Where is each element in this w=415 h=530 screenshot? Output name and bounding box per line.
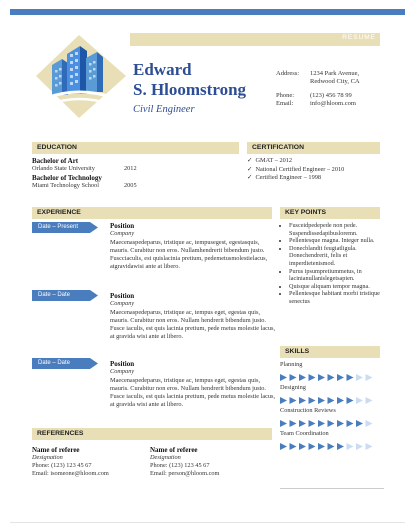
education-row-2 [32,182,239,190]
key-points-list [280,222,384,306]
address-line2: Redwood City, CA [310,78,360,86]
skill-arrow-filled-icon [280,443,287,450]
skill-arrow-empty-icon [356,374,363,381]
cert-item: ✓ National Certified Engineer – 2010 [247,165,345,173]
job-title: Civil Engineer [133,104,195,115]
skill-arrow-filled-icon [280,397,287,404]
skill-arrow-filled-icon [280,374,287,381]
experience-item-3 [32,358,276,428]
references-heading: REFERENCES [32,428,272,440]
date-tab [32,222,78,233]
cert-item: ✓ GMAT – 2012 [247,157,293,164]
skill-rating [280,369,384,378]
skill-arrow-filled-icon [299,420,306,427]
building-logo-icon [34,32,129,120]
skill-arrow-filled-icon [290,374,297,381]
skill-arrow-filled-icon [337,420,344,427]
key-point-item: • Quisque aliquam tempor magna. [289,283,384,291]
certification-list [247,157,387,183]
phone-value: (123) 456 78 99 [310,91,352,99]
education-heading: EDUCATION [32,142,239,154]
skill-arrow-filled-icon [309,374,316,381]
experience-heading: EXPERIENCE [32,207,272,219]
key-point-item: • Donecblandit feugiatligula. Donechendrerit, felis et imperdietenismod. [289,245,384,268]
referee-phone: Phone: (123) 123 45 67 [32,462,92,469]
skill-arrow-empty-icon [356,397,363,404]
top-accent-bar [10,9,405,15]
skill-arrow-filled-icon [347,397,354,404]
last-name: S. Hloomstrong [133,80,247,99]
skill-arrow-empty-icon [366,374,373,381]
skill-arrow-filled-icon [299,397,306,404]
skill-arrow-filled-icon [328,397,335,404]
first-name: Edward [133,60,192,79]
skill-arrow-filled-icon [280,420,287,427]
reference-1 [32,446,142,478]
date-tab [32,290,70,301]
email-value: info@hloom.com [310,100,356,108]
key-point-item: • Purus ipsumpretiummetus, in lacinianullanislegetsapien. [289,268,384,283]
divider [280,488,384,489]
skill-name: Team Coordination [280,430,329,437]
phone-label: Phone: [276,91,295,99]
skill-arrow-empty-icon [366,443,373,450]
skill-rating [280,438,384,447]
page-bottom-edge [10,522,405,523]
check-icon: ✓ [247,157,253,164]
skill-arrow-filled-icon [347,374,354,381]
referee-email: Email: person@hloom.com [150,470,220,477]
skill-arrow-empty-icon [366,397,373,404]
date-tab-label: Date – Date [38,360,71,366]
skill-arrow-filled-icon [328,420,335,427]
position: Position [110,292,135,300]
skill-arrow-filled-icon [318,374,325,381]
skill-name: Planning [280,361,303,368]
skills-heading: SKILLS [280,346,380,358]
skill-arrow-filled-icon [337,397,344,404]
description: Maecenaspedeparus, tristique ac, tempusegest, egestasquis, mauris. Curabitur non eros. Nullamhendrerit bibendum justo. Fuscciaculis, est quislacinia pretium, pedemetusmolestielacus, atgravidawisi ante at libero. [110,239,268,270]
skill-arrow-filled-icon [318,420,325,427]
skill-arrow-empty-icon [347,443,354,450]
check-icon: ✓ [247,174,253,182]
skill-rating [280,415,384,424]
company: Company [110,368,135,375]
referee-designation: Designation [32,454,63,461]
check-icon: ✓ [247,165,253,173]
skill-arrow-filled-icon [309,420,316,427]
skill-arrow-filled-icon [309,397,316,404]
key-point-item: • Fusceidpedepede non pede. Suspendissedapibusloremn. [289,222,384,237]
degree-1: Bachelor of Art [32,157,79,165]
skill-arrow-empty-icon [366,420,373,427]
key-point-item: • Pellentesque magna. Integer nulla. [289,237,384,245]
year-1: 2012 [124,165,137,172]
position: Position [110,360,135,368]
resume-label: RESUME [342,34,376,41]
school-2: Miami Technology School [32,182,99,189]
skill-name: Designing [280,384,306,391]
referee-email: Email: isomeone@hloom.com [32,470,109,477]
year-2: 2005 [124,182,137,189]
contact-values [310,70,390,109]
referee-designation: Designation [150,454,181,461]
skill-arrow-filled-icon [328,443,335,450]
skill-arrow-filled-icon [356,420,363,427]
referee-name: Name of referee [32,446,80,454]
key-point-item: • Pellentesque habitant morbi tristique senectus [289,290,384,305]
skill-arrow-filled-icon [318,443,325,450]
reference-2 [150,446,270,478]
address-line1: 1234 Park Avenue, [310,70,360,77]
skill-arrow-filled-icon [299,374,306,381]
company: Company [110,230,135,237]
date-tab [32,358,70,369]
skill-arrow-filled-icon [318,397,325,404]
cert-item: ✓ Certified Engineer – 1998 [247,174,322,182]
skill-name: Construction Reviews [280,407,336,414]
skill-arrow-filled-icon [337,443,344,450]
description: Maecenaspedeparus, tristique ac, tempus eget, egestas quis, mauris. Curabitur non eros. Nullam hendrerit bibendum justo. Fusce iaculis, est quis lacinia pretium, pede metus molestie lacus, at gravida wisi ante at libero. [110,309,276,340]
company: Company [110,300,135,307]
degree-2: Bachelor of Technology [32,174,102,182]
skill-arrow-filled-icon [299,443,306,450]
key-points-heading: KEY POINTS [280,207,380,219]
referee-phone: Phone: (123) 123 45 67 [150,462,210,469]
skill-arrow-filled-icon [328,374,335,381]
school-1: Orlando State University [32,165,95,172]
description: Maecenaspedeparus, tristique ac, tempus eget, egestas quis, mauris. Curabitur non eros. Nullam hendrerit bibendum justo. Fusce iaculis, est quis lacinia pretium, pede metus molestie lacus, at gravida wisi ante at libero. [110,377,276,408]
education-section [32,157,239,190]
skill-arrow-empty-icon [356,443,363,450]
skill-arrow-filled-icon [337,374,344,381]
address-label: Address: [276,70,300,77]
education-row-1 [32,165,239,173]
date-tab-label: Date – Present [38,224,79,230]
email-label: Email: [276,100,294,108]
candidate-name [133,60,246,100]
skill-arrow-filled-icon [290,420,297,427]
certification-heading: CERTIFICATION [247,142,380,154]
position: Position [110,222,135,230]
skill-arrow-filled-icon [309,443,316,450]
skill-arrow-filled-icon [347,420,354,427]
skills-list [280,361,384,447]
resume-label-band [130,33,380,46]
skill-rating [280,392,384,401]
experience-item-1 [32,222,272,292]
experience-item-2 [32,290,276,360]
skill-arrow-filled-icon [290,397,297,404]
skill-arrow-filled-icon [290,443,297,450]
date-tab-label: Date – Date [38,292,71,298]
referee-name: Name of referee [150,446,198,454]
